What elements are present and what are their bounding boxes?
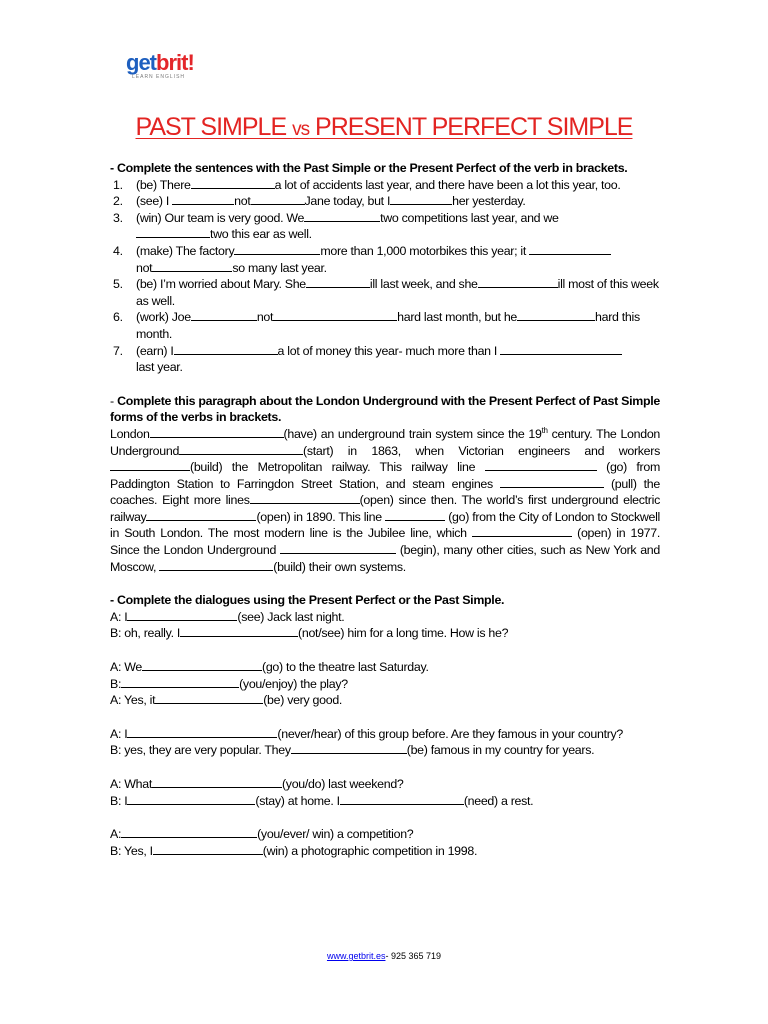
dialogue-line: A: I (never/hear) of this group before. Are they famous in your country? — [110, 726, 624, 741]
exercise-list — [110, 177, 660, 376]
dialogue-line: A: (you/ever/ win) a competition? — [110, 827, 414, 842]
list-item: 2. (see) I not Jane today, but I her yesterday. — [113, 194, 526, 209]
answer-blank[interactable] — [529, 243, 611, 255]
website-link[interactable]: www.getbrit.es — [326, 951, 386, 961]
answer-blank[interactable] — [180, 625, 298, 637]
answer-blank[interactable] — [251, 193, 305, 205]
answer-blank[interactable] — [304, 210, 380, 222]
list-item: 4. (make) The factory more than 1,000 motorbikes this year; it not so many last year. — [110, 243, 660, 276]
dialogue-line: A: What (you/do) last weekend? — [110, 777, 404, 791]
answer-blank[interactable] — [306, 276, 370, 288]
phone-number: - 925 365 719 — [385, 951, 442, 961]
answer-blank[interactable] — [280, 542, 396, 554]
answer-blank[interactable] — [478, 276, 558, 288]
answer-blank[interactable] — [174, 343, 278, 355]
list-item: 6. (work) Joe not hard last month, but he hard this month. — [113, 310, 640, 341]
answer-blank[interactable] — [110, 459, 190, 471]
dialogue-line: A: Yes, it (be) very good. — [110, 693, 343, 708]
answer-blank[interactable] — [127, 793, 255, 805]
answer-blank[interactable] — [485, 459, 597, 471]
answer-blank[interactable] — [273, 309, 397, 321]
answer-blank[interactable] — [517, 309, 595, 321]
section3-instruction: - Complete the dialogues using the Present Perfect or the Past Simple. — [110, 593, 505, 608]
answer-blank[interactable] — [340, 793, 464, 805]
logo-wordmark: getbrit! — [126, 50, 194, 75]
answer-blank[interactable] — [500, 343, 622, 355]
answer-blank[interactable] — [250, 492, 360, 504]
answer-blank[interactable] — [179, 443, 303, 455]
answer-blank[interactable] — [127, 609, 237, 621]
dialogue-line: A: I (see) Jack last night. — [110, 609, 345, 624]
answer-blank[interactable] — [291, 742, 407, 754]
page-title: PAST SIMPLE vs PRESENT PERFECT SIMPLE — [135, 113, 633, 141]
list-item: 5. (be) I’m worried about Mary. She ill last week, and she ill most of this week as well. — [113, 277, 659, 308]
answer-blank[interactable] — [191, 309, 257, 321]
answer-blank[interactable] — [172, 193, 234, 205]
answer-blank[interactable] — [127, 726, 277, 738]
answer-blank[interactable] — [121, 826, 257, 838]
answer-blank[interactable] — [153, 843, 263, 855]
logo-tagline: LEARN ENGLISH — [132, 74, 186, 80]
list-item: 3. (win) Our team is very good. We two competitions last year, and we two this ear as well. — [113, 210, 559, 242]
answer-blank[interactable] — [146, 509, 256, 521]
answer-blank[interactable] — [191, 177, 275, 189]
answer-blank[interactable] — [150, 426, 284, 438]
answer-blank[interactable] — [472, 525, 572, 537]
answer-blank[interactable] — [155, 692, 263, 704]
dialogue-line: B: I (stay) at home. I (need) a rest. — [110, 793, 534, 808]
answer-blank[interactable] — [234, 243, 320, 255]
dialogue-line: B: oh, really. I (not/see) him for a long time. How is he? — [110, 626, 509, 641]
section2-instruction: Complete this paragraph about the London Underground with the Present Perfect of Past Simple forms of the verbs in brackets. — [110, 393, 660, 425]
list-item: 1. (be) There a lot of accidents last year, and there have been a lot this year, too. — [113, 177, 621, 192]
answer-blank[interactable] — [152, 260, 232, 272]
section1-instruction: - Complete the sentences with the Past Simple or the Present Perfect of the verb in brackets. — [110, 161, 628, 175]
section2-paragraph: - Complete this paragraph about the London Underground with the Present Perfect of Past Simple forms of the verbs in brackets. London (have) an underground train system since the 19th century. The London Underground (start) in 1863, when Victorian engineers and workers(build) the Metropolitan railway. This railway line (go) from Paddington Station to Farringdon Street Station, and steam engines (pull) the coaches. Eight more lines (open) since then. The world’s first underground electric railway (open) in 1890. This line (go) from the City of London to Stockwell in South London. The most modern line is the Jubilee line, which (open) in 1977. Since the London Underground (begin), many other cities, such as New York and Moscow, (build) their own systems. — [110, 393, 661, 574]
dialogue-line: B: yes, they are very popular. They (be) famous in my country for years. — [110, 743, 595, 758]
answer-blank[interactable] — [142, 659, 262, 671]
footer — [0, 951, 768, 961]
answer-blank[interactable] — [385, 509, 445, 521]
answer-blank[interactable] — [159, 559, 273, 571]
worksheet-body — [110, 160, 660, 859]
answer-blank[interactable] — [500, 476, 604, 488]
dialogue-line: B: Yes, I (win) a photographic competition in 1998. — [110, 843, 478, 858]
answer-blank[interactable] — [390, 193, 452, 205]
dialogue-line: A: We (go) to the theatre last Saturday. — [110, 660, 429, 675]
dialogue-line: B: (you/enjoy) the play? — [110, 676, 348, 691]
logo — [126, 52, 196, 98]
answer-blank[interactable] — [121, 676, 239, 688]
answer-blank[interactable] — [136, 226, 210, 238]
list-item: 7. (earn) I a lot of money this year- much more than I last year. — [110, 343, 660, 376]
answer-blank[interactable] — [152, 776, 282, 788]
